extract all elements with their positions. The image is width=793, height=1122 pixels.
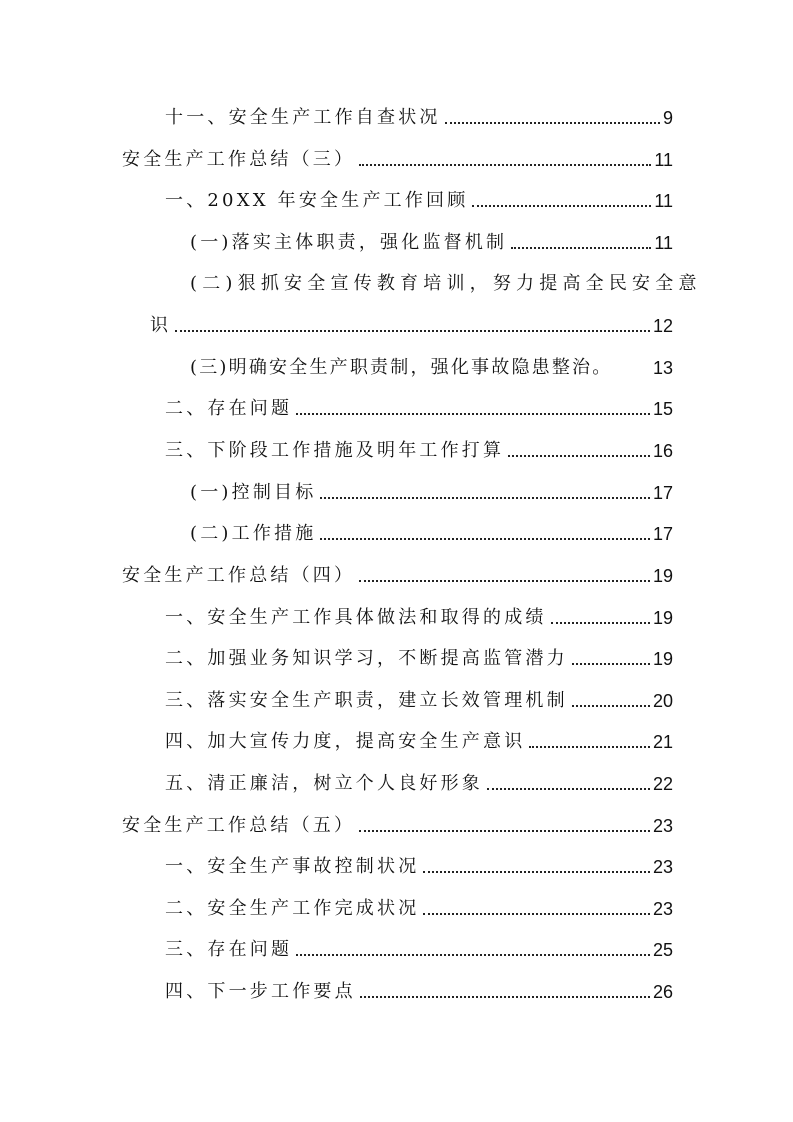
toc-entry[interactable] (190, 516, 673, 546)
toc-entry[interactable] (165, 433, 673, 463)
toc-entry-page: 19 (652, 649, 673, 669)
toc-entry[interactable] (190, 350, 673, 380)
toc-entry[interactable] (165, 683, 673, 713)
dot-leader (572, 662, 650, 665)
toc-entry-page: 11 (654, 233, 673, 253)
toc-entry-title: 五、清正廉洁，树立个人良好形象 (165, 773, 483, 794)
toc-entry-title: 二、加强业务知识学习，不断提高监管潜力 (165, 648, 568, 669)
toc-entry-page: 9 (662, 108, 673, 128)
toc-entry[interactable] (165, 600, 673, 630)
dot-leader (472, 204, 651, 207)
toc-entry-title-continuation: 识 (150, 315, 172, 336)
toc-entry-page: 21 (652, 732, 673, 752)
toc-entry-page: 25 (652, 940, 673, 960)
toc-entry[interactable] (165, 932, 673, 962)
toc-entry-page: 11 (654, 191, 673, 211)
dot-leader (551, 621, 650, 624)
toc-entry[interactable] (190, 266, 702, 296)
toc-entry[interactable] (165, 100, 673, 130)
toc-entry-title: 一、20XX 年安全生产工作回顾 (165, 190, 469, 211)
toc-entry-title: 二、存在问题 (165, 398, 293, 419)
toc-entry[interactable] (122, 142, 673, 172)
toc-entry-title: (一)落实主体职责，强化监督机制 (190, 232, 508, 253)
toc-entry-page: 13 (652, 358, 673, 378)
toc-entry-page: 23 (652, 816, 673, 836)
toc-entry-title: 安全生产工作总结（三） (122, 149, 356, 170)
toc-entry-page: 22 (652, 774, 673, 794)
toc-entry[interactable] (165, 891, 673, 921)
toc-entry-page: 26 (652, 982, 673, 1002)
dot-leader (511, 246, 651, 249)
toc-entry-page: 20 (652, 691, 673, 711)
dot-leader (359, 829, 650, 832)
toc-entry-title: 二、安全生产工作完成状况 (165, 898, 420, 919)
toc-entry[interactable] (165, 724, 673, 754)
dot-leader (616, 371, 650, 374)
toc-entry-title: (二)工作措施 (190, 523, 317, 544)
toc-entry[interactable] (190, 475, 673, 505)
dot-leader (320, 537, 650, 540)
dot-leader (359, 579, 650, 582)
toc-entry-title: 三、下阶段工作措施及明年工作打算 (165, 440, 505, 461)
toc-entry-page: 16 (652, 441, 673, 461)
dot-leader (487, 787, 650, 790)
dot-leader (508, 454, 650, 457)
toc-entry[interactable] (122, 808, 673, 838)
toc-entry-page: 17 (652, 524, 673, 544)
toc-entry-page: 17 (652, 483, 673, 503)
toc-entry[interactable] (165, 641, 673, 671)
dot-leader (360, 995, 650, 998)
dot-leader (529, 745, 650, 748)
dot-leader (175, 329, 650, 332)
toc-entry[interactable] (165, 766, 673, 796)
toc-entry-title: 一、安全生产工作具体做法和取得的成绩 (165, 607, 547, 628)
toc-entry-title: (二)狠抓安全宣传教育培训，努力提高全民安全意 (190, 273, 702, 294)
toc-entry[interactable] (165, 183, 673, 213)
toc-entry-page: 19 (652, 566, 673, 586)
toc-entry-title: (一)控制目标 (190, 482, 317, 503)
toc-entry-title: 安全生产工作总结（四） (122, 565, 356, 586)
dot-leader (320, 496, 650, 499)
toc-entry-title: 四、下一步工作要点 (165, 981, 356, 1002)
toc-entry-page: 15 (652, 399, 673, 419)
toc-entry[interactable] (122, 558, 673, 588)
toc-entry-title: 四、加大宣传力度，提高安全生产意识 (165, 731, 526, 752)
dot-leader (296, 953, 650, 956)
dot-leader (572, 704, 650, 707)
toc-entry-page: 19 (652, 608, 673, 628)
toc-entry-title: 十一、安全生产工作自查状况 (165, 107, 441, 128)
toc-entry-title: 安全生产工作总结（五） (122, 815, 356, 836)
toc-entry-title: (三)明确安全生产职责制，强化事故隐患整治。 (190, 357, 613, 378)
toc-entry[interactable] (165, 849, 673, 879)
dot-leader (423, 870, 650, 873)
dot-leader (359, 163, 651, 166)
toc-entry[interactable] (190, 225, 673, 255)
toc-entry-title: 三、存在问题 (165, 939, 293, 960)
toc-entry[interactable] (165, 391, 673, 421)
toc-entry[interactable] (165, 974, 673, 1004)
toc-entry-page: 12 (652, 316, 673, 336)
toc-entry-continuation[interactable] (150, 308, 673, 338)
toc-entry-title: 一、安全生产事故控制状况 (165, 856, 420, 877)
dot-leader (445, 121, 660, 124)
dot-leader (296, 412, 650, 415)
dot-leader (423, 912, 650, 915)
toc-entry-page: 11 (654, 150, 673, 170)
toc-entry-page: 23 (652, 857, 673, 877)
toc-entry-title: 三、落实安全生产职责，建立长效管理机制 (165, 690, 568, 711)
toc-entry-page: 23 (652, 899, 673, 919)
